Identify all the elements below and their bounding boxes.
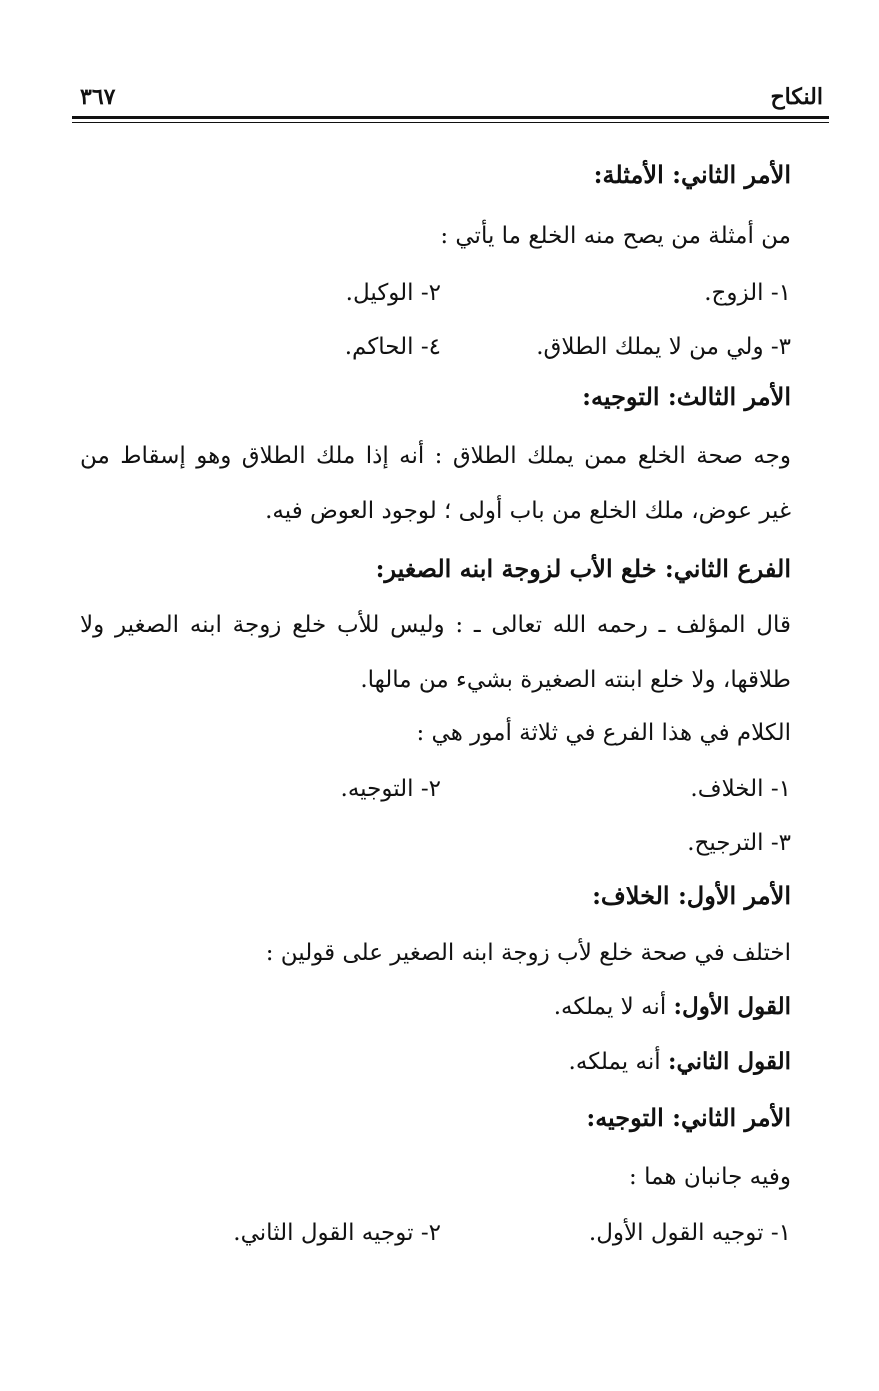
paragraph: من أمثلة من يصح منه الخلع ما يأتي : <box>440 223 791 249</box>
header-rule-thick <box>72 116 829 119</box>
opinion-text: أنه لا يملكه. <box>553 994 674 1020</box>
opinion-line <box>554 990 791 1024</box>
opinion-label: القول الثاني: <box>667 1048 791 1075</box>
list-item: ٢- توجيه القول الثاني. <box>233 1220 441 1246</box>
list-item: ١- توجيه القول الأول. <box>588 1220 791 1246</box>
list-item: ٤- الحاكم. <box>344 334 441 360</box>
opinion-line <box>569 1045 791 1079</box>
paragraph-line: وجه صحة الخلع ممن يملك الطلاق : أنه إذا ملك الطلاق وهو إسقاط من <box>80 443 791 469</box>
page-number: ٣٦٧ <box>80 84 116 110</box>
paragraph: وفيه جانبان هما : <box>629 1164 791 1190</box>
section-heading: الأمر الثاني: الأمثلة: <box>593 160 791 189</box>
list-item: ١- الزوج. <box>704 280 791 306</box>
opinion-label: القول الأول: <box>673 993 791 1020</box>
section-heading: الأمر الأول: الخلاف: <box>592 881 791 910</box>
page-header <box>72 78 829 118</box>
opinion-text: أنه يملكه. <box>568 1049 668 1075</box>
paragraph-line: طلاقها، ولا خلع ابنته الصغيرة بشيء من مالها. <box>360 667 791 693</box>
header-rule-thin <box>72 122 829 123</box>
section-heading: الفرع الثاني: خلع الأب لزوجة ابنه الصغير: <box>375 554 791 583</box>
list-item: ٢- الوكيل. <box>345 280 441 306</box>
list-item: ٢- التوجيه. <box>340 776 441 802</box>
list-item: ١- الخلاف. <box>690 776 791 802</box>
paragraph-line: غير عوض، ملك الخلع من باب أولى ؛ لوجود العوض فيه. <box>265 498 791 524</box>
paragraph: الكلام في هذا الفرع في ثلاثة أمور هي : <box>416 720 791 746</box>
section-heading: الأمر الثالث: التوجيه: <box>582 382 791 411</box>
list-item: ٣- ولي من لا يملك الطلاق. <box>536 334 791 360</box>
running-title: النكاح <box>770 84 823 110</box>
list-item: ٣- الترجيح. <box>687 830 791 856</box>
section-heading: الأمر الثاني: التوجيه: <box>586 1103 791 1132</box>
paragraph-line: قال المؤلف ـ رحمه الله تعالى ـ : وليس للأب خلع زوجة ابنه الصغير ولا <box>80 612 791 638</box>
paragraph: اختلف في صحة خلع لأب زوجة ابنه الصغير على قولين : <box>265 940 791 966</box>
